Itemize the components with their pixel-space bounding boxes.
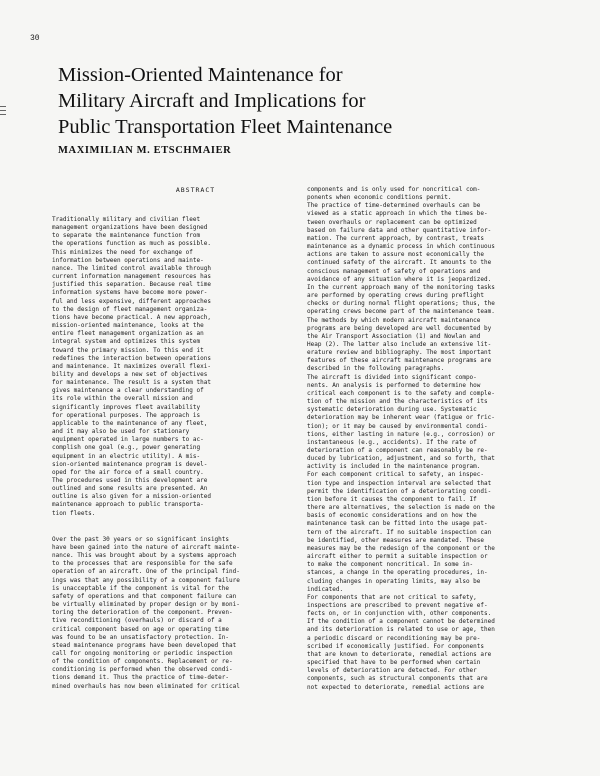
text-line: the Air Transport Association (1) and Nowlan and bbox=[307, 332, 481, 340]
text-line: outlined and some results are presented. An bbox=[52, 485, 208, 493]
paper-title bbox=[58, 62, 478, 140]
text-line: tive reconditioning (overhauls) or discard of a bbox=[52, 617, 222, 625]
text-line: Over the past 30 years or so significant insights bbox=[52, 535, 230, 543]
text-line: activity is included in the maintenance program. bbox=[307, 463, 481, 471]
right-column bbox=[307, 186, 560, 692]
text-line: is unacceptable if the component is vital for the bbox=[52, 584, 230, 592]
text-line: tion before it causes the component to fail. If bbox=[307, 495, 477, 503]
text-line: tion fleets. bbox=[52, 509, 96, 517]
text-line: justified this separation. Because real time bbox=[52, 281, 211, 289]
text-line: tion type and inspection interval are selected that bbox=[307, 479, 492, 487]
text-line: This minimizes the need for exchange of bbox=[52, 248, 193, 256]
text-line: deterioration may be inherent wear (fatigue or fric- bbox=[307, 414, 495, 422]
text-line: applicable to the maintenance of any fleet, bbox=[52, 419, 208, 427]
text-line: and its deterioration is related to use or age, then bbox=[307, 626, 495, 634]
text-line: oped for the air force of a small country. bbox=[52, 468, 204, 476]
text-line: maintenance as a dynamic process in which continuous bbox=[307, 243, 495, 251]
text-line: specified that have to be performed when certain bbox=[307, 659, 481, 667]
text-line: levels of deterioration are detected. For other bbox=[307, 667, 477, 675]
text-line: basis of economic considerations and on how the bbox=[307, 512, 477, 520]
text-line: mission-oriented maintenance, looks at the bbox=[52, 322, 204, 330]
text-line: indicated. bbox=[307, 585, 344, 593]
text-line: programs are being developed are well documented by bbox=[307, 324, 492, 332]
text-line: to make the component noncritical. In some in- bbox=[307, 561, 474, 569]
text-line: to the design of fleet management organiza- bbox=[52, 305, 208, 313]
text-line: gives maintenance a clear understanding of bbox=[52, 387, 204, 395]
margin-marks bbox=[0, 106, 6, 118]
text-line: In the current approach many of the monitoring tasks bbox=[307, 283, 495, 291]
text-line: conditioning is performed when the observed condi- bbox=[52, 666, 233, 674]
text-line: and maintenance. It maximizes overall flexi- bbox=[52, 362, 211, 370]
text-line: continued safety of the aircraft. It amounts to the bbox=[307, 259, 492, 267]
text-line: equipment operated in large numbers to ac- bbox=[52, 436, 204, 444]
title-line: Mission-Oriented Maintenance for bbox=[58, 64, 343, 86]
text-line: components and is only used for noncritical com- bbox=[307, 186, 481, 193]
text-line: checks or during normal flight operations; thus, the bbox=[307, 300, 495, 308]
text-line: information between operations and mainte- bbox=[52, 256, 204, 264]
text-line: of the condition of components. Replacement or re- bbox=[52, 658, 233, 666]
text-line: be identified, other measures are mandated. These bbox=[307, 536, 485, 544]
text-line: tions demand it. Thus the practice of time-deter- bbox=[52, 674, 230, 682]
text-line: instantaneous (e.g., accidents). If the rate of bbox=[307, 438, 477, 446]
text-line: not expected to deteriorate, remedial actions are bbox=[307, 683, 485, 691]
text-line: tion); or it may be caused by environmental condi- bbox=[307, 422, 488, 430]
body-text-left bbox=[52, 536, 299, 691]
text-line: maintenance approach to public transporta- bbox=[52, 501, 204, 509]
text-line: described in the following paragraphs. bbox=[307, 365, 445, 373]
text-line: and it may also be used for stationary bbox=[52, 428, 190, 436]
title-line: Military Aircraft and Implications for bbox=[58, 90, 366, 112]
text-line: information systems have become more power- bbox=[52, 289, 208, 297]
text-line: fects on, or in conjunction with, other components. bbox=[307, 610, 492, 618]
text-line: have been gained into the nature of aircraft mainte- bbox=[52, 543, 240, 551]
text-line: sion-oriented maintenance program is devel- bbox=[52, 460, 208, 468]
text-line: a periodic discard or reconditioning may be pre- bbox=[307, 634, 481, 642]
text-line: be virtually eliminated by proper design or by moni- bbox=[52, 601, 240, 609]
text-line: scribed if economically justified. For components bbox=[307, 642, 485, 650]
text-line: nance. This was brought about by a systems approach bbox=[52, 552, 237, 560]
text-line: equipment in an electric utility). A mis- bbox=[52, 452, 201, 460]
text-line: mined overhauls has now been eliminated for critical bbox=[52, 682, 240, 690]
text-line: The aircraft is divided into significant compo- bbox=[307, 373, 477, 381]
text-line: tween overhauls or replacement can be optimized bbox=[307, 218, 477, 226]
text-line: redefines the interaction between operations bbox=[52, 354, 211, 362]
body-text-right bbox=[307, 186, 560, 692]
text-line: complish one goal (e.g., power generating bbox=[52, 444, 201, 452]
text-line: systematic deterioration during use. Systematic bbox=[307, 406, 477, 414]
author-name: MAXIMILIAN M. ETSCHMAIER bbox=[58, 145, 232, 156]
text-line: cluding changes in operating limits, may also be bbox=[307, 577, 481, 585]
text-line: toring the deterioration of the component. Preven- bbox=[52, 609, 233, 617]
text-line: viewed as a static approach in which the times be- bbox=[307, 210, 488, 218]
text-line: mation. The current approach, by contrast, treats bbox=[307, 234, 485, 242]
text-line: avoidance of any situation where it is jeopardized. bbox=[307, 275, 492, 283]
text-line: for maintenance. The result is a system that bbox=[52, 379, 211, 387]
text-line: tions, either lasting in nature (e.g., corrosion) or bbox=[307, 430, 495, 438]
text-line: its role within the overall mission and bbox=[52, 395, 193, 403]
text-line: safety of operations and that component failure can bbox=[52, 592, 237, 600]
text-line: there are alternatives, the selection is made on the bbox=[307, 504, 495, 512]
text-line: that are known to deteriorate, remedial actions are bbox=[307, 650, 492, 658]
text-line: components, such as structural components that are bbox=[307, 675, 488, 683]
text-line: Traditionally military and civilian fleet bbox=[52, 216, 201, 223]
text-line: For components that are not critical to safety, bbox=[307, 593, 477, 601]
text-line: ful and less expensive, different approaches bbox=[52, 297, 211, 305]
text-line: ings was that any possibility of a component failure bbox=[52, 576, 240, 584]
text-line: bility and develops a new set of objectives bbox=[52, 370, 208, 378]
text-line: permit the identification of a deteriorating condi- bbox=[307, 487, 492, 495]
text-line: actions are taken to assure most economically the bbox=[307, 251, 485, 259]
text-line: duced by lubrication, adjustment, and so forth, that bbox=[307, 455, 495, 463]
text-line: was found to be an unsatisfactory protection. In- bbox=[52, 633, 230, 641]
text-line: toward the primary mission. To this end it bbox=[52, 346, 204, 354]
text-line: management organizations have been designed bbox=[52, 224, 208, 232]
text-line: operating crews become part of the maintenance team. bbox=[307, 308, 495, 316]
text-line: the operations function as much as possible. bbox=[52, 240, 211, 248]
text-line: maintenance task can be fitted into the usage pat- bbox=[307, 520, 488, 528]
text-line: tion of the mission and the characteristics of its bbox=[307, 398, 488, 406]
text-line: nents. An analysis is performed to determine how bbox=[307, 381, 481, 389]
text-line: current information management resources has bbox=[52, 273, 211, 281]
text-line: critical component based on age or operating time bbox=[52, 625, 230, 633]
text-line: aircraft either to permit a suitable inspection or bbox=[307, 553, 488, 561]
text-line: The procedures used in this development are bbox=[52, 477, 208, 484]
page-number: 30 bbox=[30, 34, 40, 43]
text-line: critical each component is to the safety and comple- bbox=[307, 389, 495, 397]
text-line: If the condition of a component cannot be determined bbox=[307, 618, 495, 626]
text-line: to the processes that are responsible for the safe bbox=[52, 560, 233, 568]
text-line: stances, a change in the operating procedures, in- bbox=[307, 569, 488, 577]
text-line: The practice of time-determined overhauls can be bbox=[307, 202, 481, 210]
text-line: measures may be the redesign of the component or the bbox=[307, 544, 495, 552]
text-line: features of these aircraft maintenance programs are bbox=[307, 357, 492, 365]
text-line: stead maintenance programs have been developed that bbox=[52, 641, 237, 649]
text-line: tern of the aircraft. If no suitable inspection can bbox=[307, 528, 492, 536]
text-line: Heap (2). The latter also include an extensive lit- bbox=[307, 340, 492, 348]
text-line: based on failure data and other quantitative infor- bbox=[307, 226, 492, 234]
text-line: inspections are prescribed to prevent negative ef- bbox=[307, 601, 488, 609]
text-line: for operational purposes. The approach is bbox=[52, 411, 201, 419]
text-line: nance. The limited control available through bbox=[52, 264, 211, 272]
abstract-heading: ABSTRACT bbox=[175, 186, 216, 194]
text-line: entire fleet management organization as an bbox=[52, 330, 204, 338]
text-line: significantly improves fleet availability bbox=[52, 403, 201, 411]
text-line: deterioration of a component can reasonably be re- bbox=[307, 447, 488, 454]
text-line: conscious management of safety of operations and bbox=[307, 267, 481, 275]
text-line: operation of an aircraft. One of the principal find- bbox=[52, 568, 240, 576]
text-line: The methods by which modern aircraft maintenance bbox=[307, 316, 481, 324]
abstract-text bbox=[52, 216, 299, 518]
text-line: integral system and optimizes this system bbox=[52, 338, 201, 346]
text-line: call for ongoing monitoring or periodic inspection bbox=[52, 649, 233, 657]
title-line: Public Transportation Fleet Maintenance bbox=[58, 116, 393, 138]
text-line: erature review and bibliography. The most important bbox=[307, 349, 492, 357]
text-line: to separate the maintenance function from bbox=[52, 232, 201, 240]
text-line: ponents when economic conditions permit. bbox=[307, 194, 452, 202]
left-column bbox=[52, 186, 299, 691]
text-line: outline is also given for a mission-oriented bbox=[52, 493, 211, 501]
text-line: tions have become practical. A new approach, bbox=[52, 313, 211, 321]
text-line: For each component critical to safety, an inspec- bbox=[307, 471, 485, 479]
text-line: are performed by operating crews during preflight bbox=[307, 292, 485, 300]
